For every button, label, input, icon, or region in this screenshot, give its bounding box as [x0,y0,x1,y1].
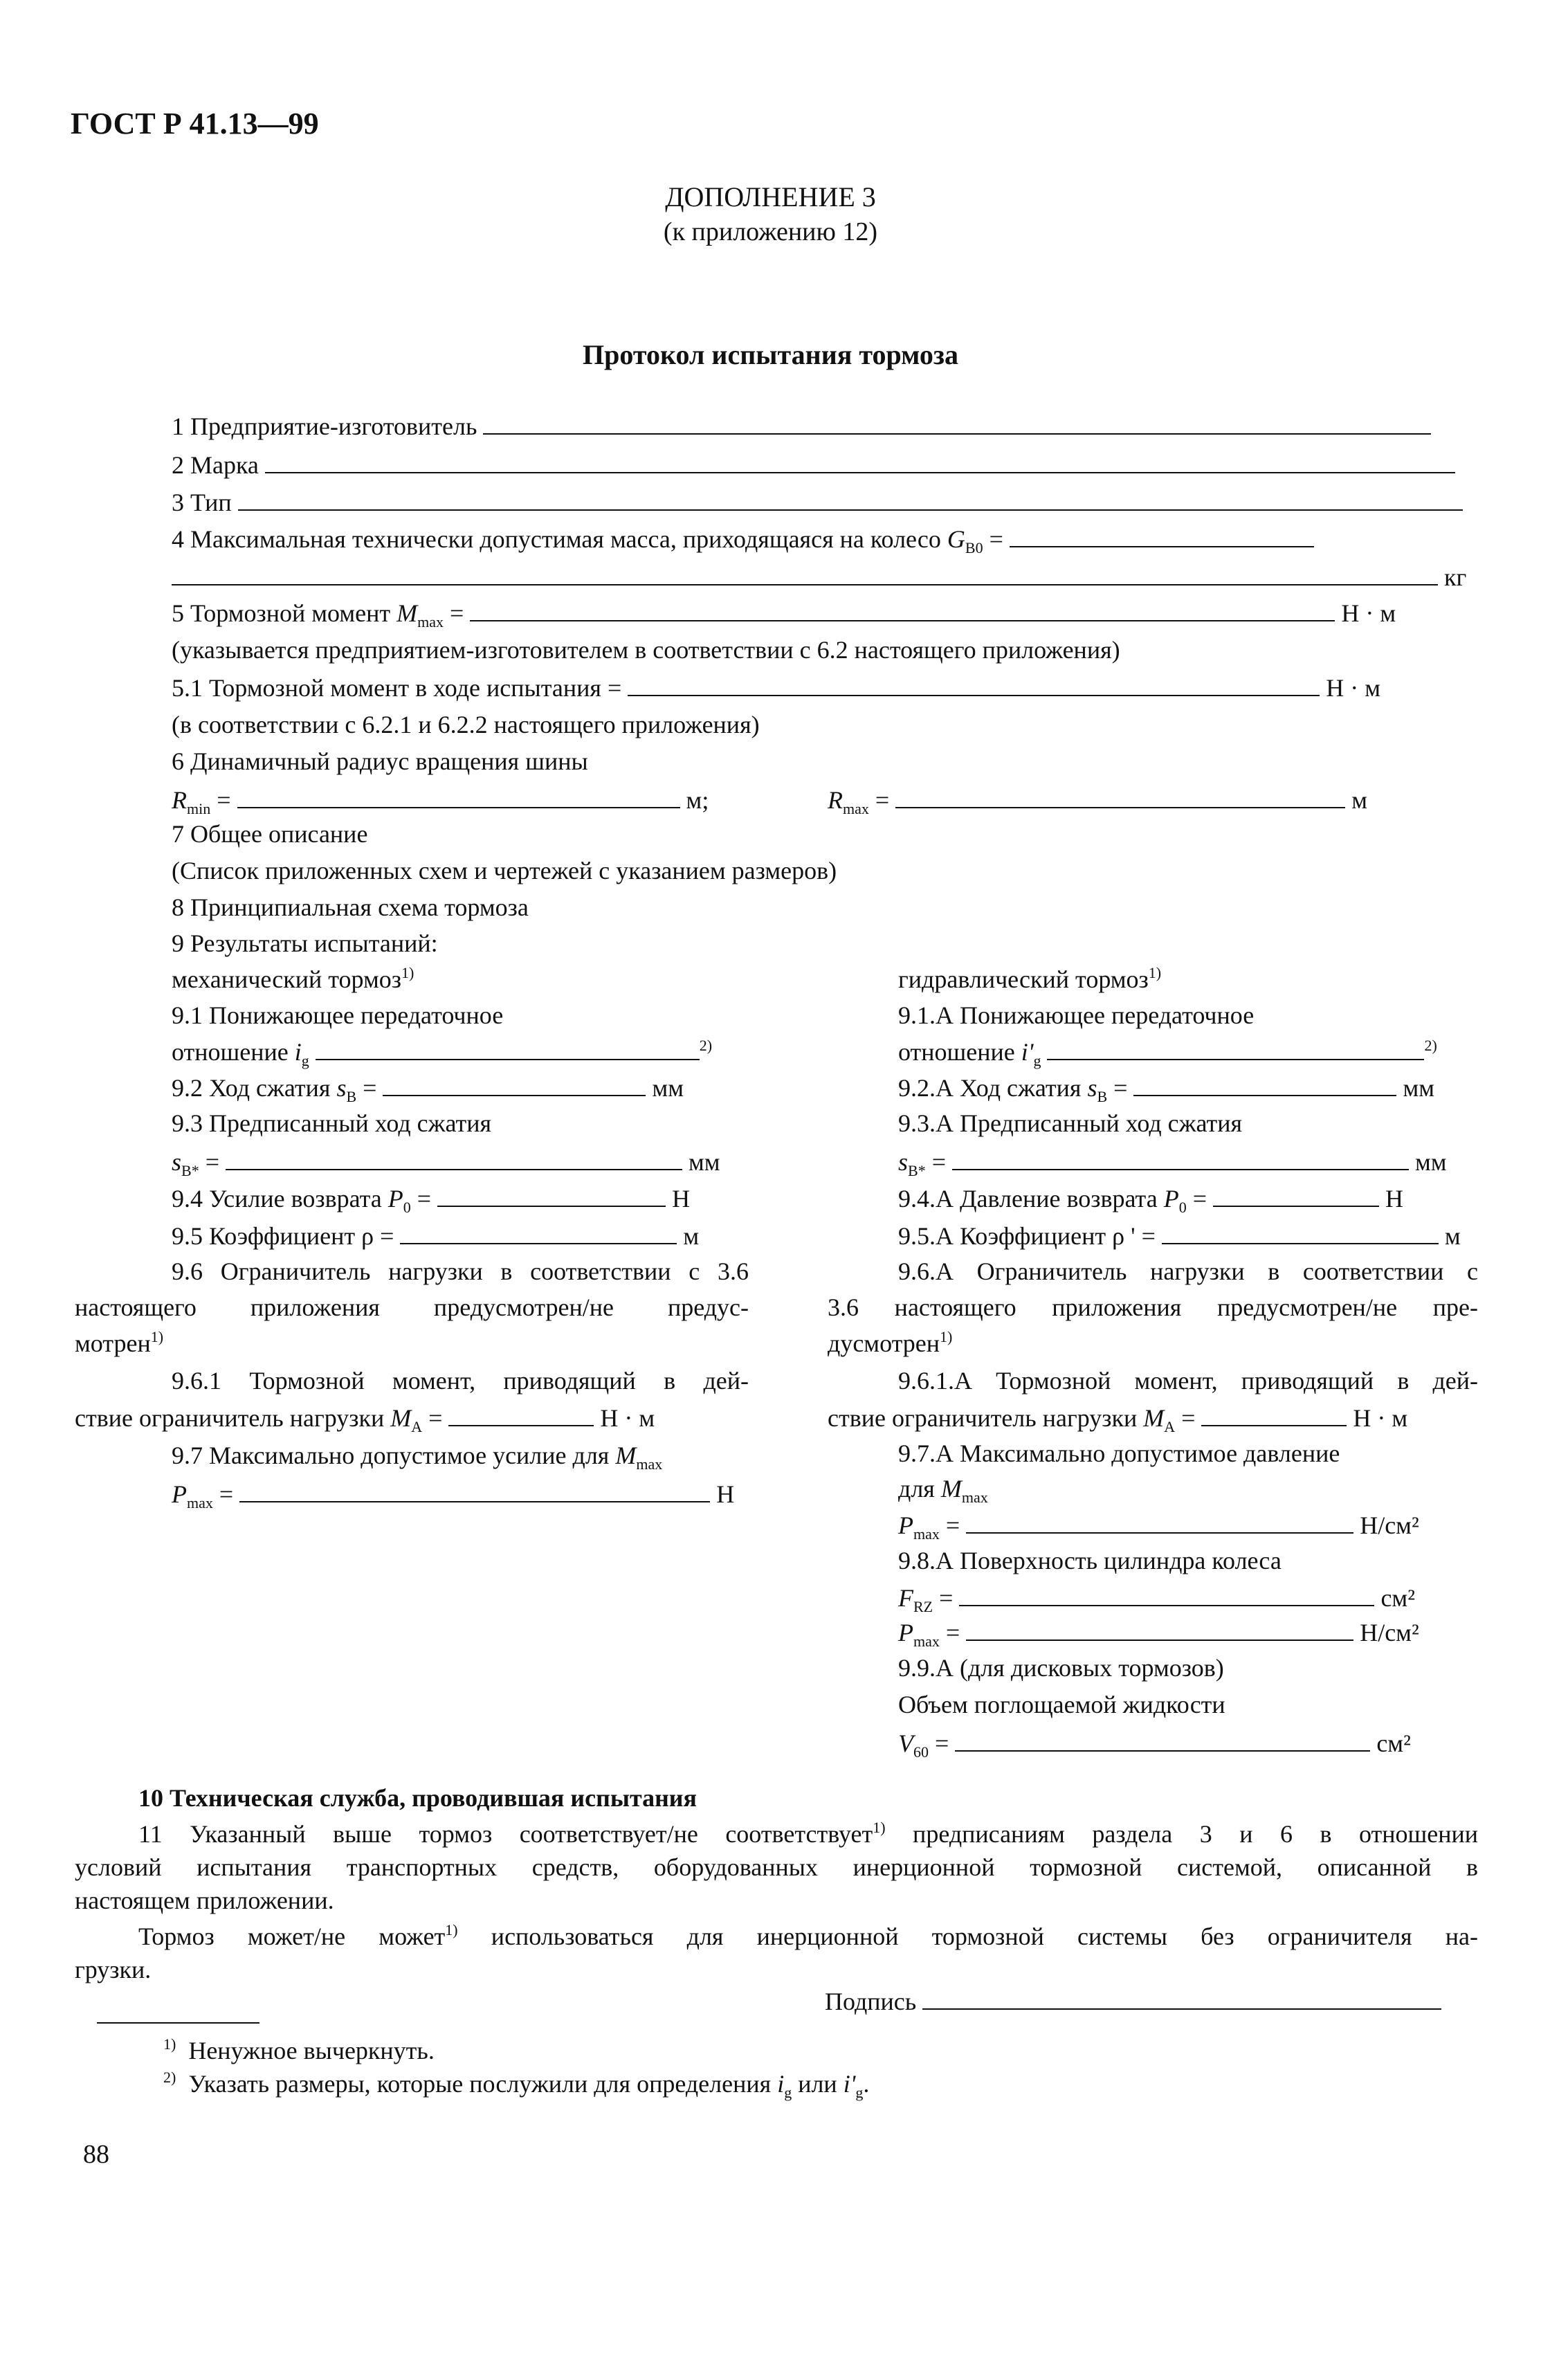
hydraulic-brake-heading-text: гидравлический тормоз [898,965,1149,993]
field-manufacturer-label: 1 Предприятие-изготовитель [172,412,477,440]
footnote-1-text: Ненужное вычеркнуть. [188,2037,435,2064]
unit-cm2: см² [1376,1729,1411,1757]
right-9-7-label: для [898,1475,935,1502]
hydraulic-brake-heading: гидравлический тормоз$^{1)}$ [898,964,1162,993]
section-11-line-2: условий испытания транспортных средств, оборудованных инерционной тормозной системой, описанной в [75,1853,1478,1881]
right-9-7-line-1: 9.7.А Максимально допустимое давление [898,1439,1340,1467]
field-brand-blank[interactable] [265,448,1455,473]
right-9-2: 9.2.А Ход сжатия $s_B$ = мм [898,1071,1434,1104]
right-9-1-label: отношение [898,1038,1015,1066]
left-9-1-blank[interactable] [316,1035,700,1060]
left-9-7-blank[interactable] [239,1478,710,1502]
field-principal-scheme: 8 Принципиальная схема тормоза [172,893,529,921]
left-9-1-line-2: отношение $i_g$ $^{2)}$ [172,1037,713,1069]
right-9-8-frz-blank[interactable] [959,1581,1374,1606]
field-brand [172,448,1455,481]
right-9-4: 9.4.А Давление возврата $P_0 = Н$ [898,1182,1403,1215]
right-9-6-text-3: дусмотрен [828,1329,940,1357]
left-9-5-label: 9.5 Коэффициент ρ = [172,1222,394,1250]
field-general-description: 7 Общее описание [172,820,368,848]
left-9-7-line-2: $P_{max} = Н$ [172,1478,734,1510]
unit-m: м [683,1222,700,1250]
right-9-7-line-3: $P_{max} = Н/см^2$ [898,1509,1419,1541]
left-9-1-label: отношение [172,1038,289,1066]
section-11-line-1: 11 Указанный выше тормоз соответствует/не соответствует$^{1)}$ предписаниям раздела 3 и 6 в отношении [138,1819,1478,1848]
paragraph-line-2: грузки. [75,1956,152,1983]
left-9-2-blank[interactable] [383,1071,646,1096]
left-9-6-line-3: мотрен$^{1)}$ [75,1328,164,1357]
section-10-heading: 10 Техническая служба, проводившая испытания [138,1784,697,1812]
field-test-torque-label: 5.1 Тормозной момент в ходе испытания = [172,674,622,702]
right-9-8-line-1: 9.8.А Поверхность цилиндра колеса [898,1547,1282,1574]
field-brake-torque: 5 Тормозной момент $M_{max} = Н \cdot м$ [172,597,1396,629]
right-9-6-line-1: 9.6.А Ограничитель нагрузки в соответствии с [898,1257,1478,1285]
right-9-2-blank[interactable] [1133,1071,1396,1096]
right-9-9-line-2: Объем поглощаемой жидкости [898,1691,1225,1718]
field-rmax: $R_{max} = м$ [828,783,1367,816]
field-manufacturer [172,410,1431,442]
right-9-1-line-2: отношение $i'_g$ $^{2)}$ [898,1037,1437,1069]
unit-nm: Н · м [1341,599,1396,627]
signature-blank[interactable] [922,1985,1441,2010]
footnote-2: $^{2)}$ Указать размеры, которые послужили для определения $i_g$ или $i'_g$. [163,2069,870,2101]
field-general-description-note: (Список приложенных схем и чертежей с указанием размеров) [172,857,837,884]
right-9-9-blank[interactable] [955,1727,1370,1752]
unit-m: м [1444,1222,1461,1250]
left-9-1-line-1: 9.1 Понижающее передаточное [172,1001,504,1029]
left-9-5-blank[interactable] [400,1219,677,1244]
signature-label: Подпись [825,1988,917,2015]
right-9-8-line-3: $P_{max} = Н/см^2$ [898,1616,1419,1648]
right-9-5 [898,1219,1461,1252]
right-9-6-1-label: ствие ограничитель нагрузки [828,1404,1138,1432]
mechanical-brake-heading-text: механический тормоз [172,965,402,993]
unit-m: м; [686,786,709,814]
field-max-mass: 4 Максимальная технически допустимая масса, приходящаяся на колесо $G_{B0}$ = [172,523,1314,555]
section-11-line-3: настоящем приложении. [75,1887,334,1914]
field-rmax-blank[interactable] [895,783,1345,808]
left-9-3-blank[interactable] [226,1145,682,1170]
unit-kg: кг [1444,563,1467,591]
left-9-3-line-1: 9.3 Предписанный ход сжатия [172,1109,492,1137]
field-brake-torque-label: 5 Тормозной момент [172,599,391,627]
left-9-6-1-label: ствие ограничитель нагрузки [75,1404,385,1432]
right-9-3-line-2: $s_{B*}$ = мм [898,1145,1447,1178]
right-9-6-line-2: 3.6 настоящего приложения предусмотрен/не пре- [828,1293,1478,1321]
appendix-subtitle: (к приложению 12) [663,217,878,246]
field-tire-radius: 6 Динамичный радиус вращения шины [172,747,588,775]
left-9-6-text-3: мотрен [75,1329,151,1357]
left-9-4-blank[interactable] [437,1182,666,1207]
left-9-4: 9.4 Усилие возврата $P_0 = Н$ [172,1182,690,1215]
left-9-3-line-2: $s_{B*}$ = мм [172,1145,720,1178]
footnote-separator [97,2022,259,2024]
field-brake-torque-note: (указывается предприятием-изготовителем в соответствии с 6.2 настоящего приложения) [172,636,1120,664]
field-test-torque-blank[interactable] [628,671,1320,696]
left-9-6-1-line-2: ствие ограничитель нагрузки $M_A = Н \cdot м$ [75,1401,655,1434]
right-9-6-1-blank[interactable] [1201,1401,1347,1426]
unit-cm2: см² [1380,1584,1415,1612]
paragraph-line-1: Тормоз может/не может$^{1)}$ использоваться для инерционной тормозной системы без ограничителя на- [138,1921,1479,1950]
right-9-4-label: 9.4.А Давление возврата [898,1185,1158,1212]
footnote-1: $^{1)}$ Ненужное вычеркнуть. [163,2035,435,2064]
field-brand-label: 2 Марка [172,451,259,479]
right-9-7-blank[interactable] [966,1509,1353,1534]
right-9-1-blank[interactable] [1047,1035,1424,1060]
unit-nm: Н · м [600,1404,655,1432]
field-rmin-blank[interactable] [237,783,680,808]
right-9-4-blank[interactable] [1213,1182,1379,1207]
left-9-2-label: 9.2 Ход сжатия [172,1074,331,1102]
left-9-6-text-1: 9.6 Ограничитель нагрузки в соответствии с 3.6 [172,1257,749,1285]
left-9-6-1-blank[interactable] [448,1401,594,1426]
field-type-blank[interactable] [238,486,1463,511]
unit-n: Н [1385,1185,1403,1212]
unit-nm: Н · м [1326,674,1381,702]
field-max-mass-blank[interactable] [1010,523,1314,547]
appendix-title: ДОПОЛНЕНИЕ 3 [665,181,876,212]
unit-mm: мм [652,1074,684,1102]
field-max-mass-label: 4 Максимальная технически допустимая масса, приходящаяся на колесо [172,525,941,553]
unit-ncm2: Н/см² [1360,1619,1419,1646]
section-11-text-a: 11 Указанный выше тормоз соответствует/не соответствует [138,1820,873,1848]
left-9-2: 9.2 Ход сжатия $s_B$ = мм [172,1071,684,1104]
unit-mm: мм [1415,1148,1447,1176]
left-9-4-label: 9.4 Усилие возврата [172,1185,382,1212]
right-9-6-1-line-1: 9.6.1.А Тормозной момент, приводящий в дей- [898,1367,1478,1395]
right-9-9-line-1: 9.9.А (для дисковых тормозов) [898,1654,1224,1682]
left-9-7-label: 9.7 Максимально допустимое усилие для [172,1442,610,1469]
signature-field [825,1985,1441,2017]
field-test-torque-note: (в соответствии с 6.2.1 и 6.2.2 настоящего приложения) [172,711,760,738]
field-test-results: 9 Результаты испытаний: [172,929,438,957]
right-9-5-label: 9.5.А Коэффициент ρ ' = [898,1222,1156,1250]
standard-header: ГОСТ Р 41.13—99 [71,107,319,140]
unit-ncm2: Н/см² [1360,1511,1419,1539]
left-9-6-line-2: настоящего приложения предусмотрен/не предус- [75,1293,749,1321]
footnote-2-text: Указать размеры, которые послужили для определения [188,2070,772,2098]
section-11-text-b: предписаниям раздела 3 и 6 в отношении [913,1820,1478,1848]
protocol-title: Протокол испытания тормоза [583,339,958,370]
field-brake-torque-blank[interactable] [470,597,1335,621]
field-manufacturer-blank[interactable] [483,410,1431,435]
left-9-7-line-1: 9.7 Максимально допустимое усилие для $M_{max}$ [172,1442,663,1473]
right-9-3-line-1: 9.3.А Предписанный ход сжатия [898,1109,1243,1137]
field-rmin: $R_{min} = м$; [172,783,709,816]
unit-nm: Н · м [1353,1404,1408,1432]
left-9-6-1-line-1: 9.6.1 Тормозной момент, приводящий в дей- [172,1367,749,1395]
paragraph-text-b: использоваться для инерционной тормозной системы без ограничителя на- [491,1923,1479,1950]
page-number: 88 [83,2140,109,2169]
field-max-mass-blank-2[interactable] [172,561,1438,585]
right-9-7-line-2: для $M_{max}$ [898,1475,988,1506]
right-9-8-line-2: $F_{RZ} = см^2$ [898,1581,1415,1614]
right-9-2-label: 9.2.А Ход сжатия [898,1074,1082,1102]
left-9-6-line-1 [75,1255,749,1287]
field-type [172,486,1463,518]
right-9-6-line-3: дусмотрен$^{1)}$ [828,1328,953,1357]
right-9-6-1-line-2: ствие ограничитель нагрузки $M_A = Н \cdot м$ [828,1401,1407,1434]
field-type-label: 3 Тип [172,489,232,516]
unit-mm: мм [1403,1074,1435,1102]
left-9-5 [172,1219,699,1252]
field-test-torque [172,671,1380,704]
right-9-3-blank[interactable] [952,1145,1409,1170]
right-9-9-line-3: $V_{60} = см^2$ [898,1727,1411,1759]
unit-n: Н [672,1185,691,1212]
right-9-8-pmax-blank[interactable] [966,1616,1353,1641]
footnote-2-or: или [798,2070,837,2098]
unit-m: м [1351,786,1367,814]
mechanical-brake-heading: механический тормоз$^{1)}$ [172,964,414,993]
unit-n: Н [716,1480,735,1508]
paragraph-text-a: Тормоз может/не может [138,1923,446,1950]
unit-mm: мм [689,1148,720,1176]
right-9-1-line-1: 9.1.А Понижающее передаточное [898,1001,1255,1029]
right-9-5-blank[interactable] [1162,1219,1439,1244]
field-max-mass-cont [172,561,1466,593]
